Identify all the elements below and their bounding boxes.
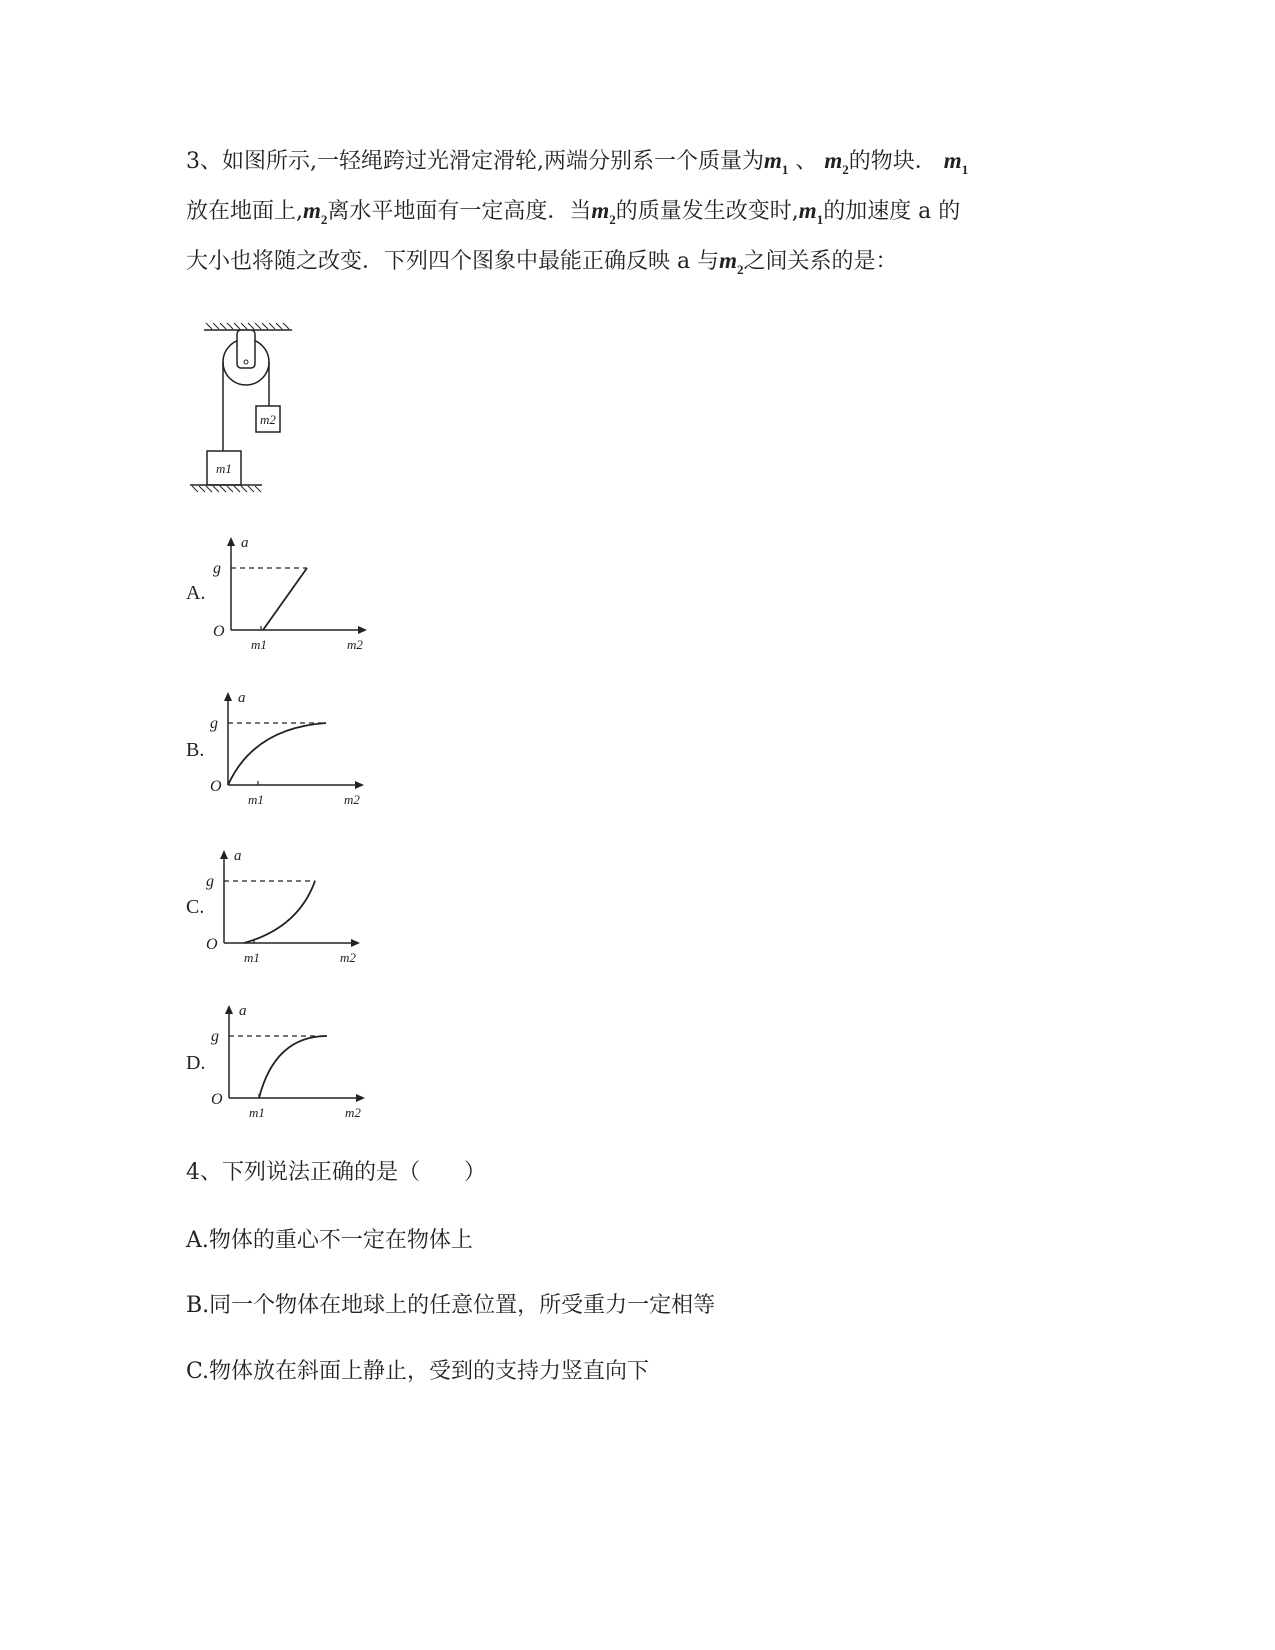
y-axis-label: a bbox=[234, 848, 242, 864]
g-label: g bbox=[206, 873, 214, 890]
var-m2: $m_2$ bbox=[719, 248, 744, 277]
var-m1: $m_1$ bbox=[798, 198, 824, 227]
option-graph-b bbox=[202, 690, 377, 815]
option-c-label: C. bbox=[186, 896, 205, 918]
option-graph-d bbox=[203, 1003, 378, 1128]
a-vs-m2-curve bbox=[259, 1036, 327, 1098]
q4-option-a: A.物体的重心不一定在物体上 bbox=[186, 1228, 473, 1253]
origin-label: O bbox=[213, 623, 225, 640]
q4-stem: 4、下列说法正确的是（ ） bbox=[186, 1160, 486, 1185]
g-label: g bbox=[213, 560, 221, 577]
option-graph-a bbox=[205, 535, 380, 660]
m1-label: m1 bbox=[251, 637, 267, 652]
y-axis-arrow bbox=[225, 1005, 233, 1014]
x-axis-arrow bbox=[358, 626, 367, 634]
y-axis-arrow bbox=[227, 537, 235, 546]
q3-line-3: 大小也将随之改变．下列四个图象中最能正确反映 a 与$m_2$之间关系的是： bbox=[186, 248, 898, 277]
y-axis-label: a bbox=[238, 690, 246, 706]
m1-label: m1 bbox=[248, 792, 264, 807]
y-axis-label: a bbox=[241, 535, 249, 551]
origin-label: O bbox=[211, 1091, 223, 1108]
option-graph-c bbox=[198, 848, 373, 973]
a-vs-m2-curve bbox=[228, 723, 326, 785]
a-vs-m2-curve bbox=[244, 881, 315, 943]
option-b-label: B. bbox=[186, 739, 205, 761]
g-label: g bbox=[211, 1028, 219, 1045]
m2-label: m2 bbox=[347, 637, 363, 652]
q4-option-c: C.物体放在斜面上静止，受到的支持力竖直向下 bbox=[186, 1359, 650, 1384]
var-m2: $m_2$ bbox=[303, 198, 328, 227]
q3-line-2: 放在地面上$,m_2$离水平地面有一定高度．当$m_2$的质量发生改变时$,m_1$的加速度 a 的 bbox=[186, 198, 961, 227]
a-vs-m2-curve bbox=[263, 568, 307, 630]
var-m2: $m_2$ bbox=[591, 198, 616, 227]
x-axis-arrow bbox=[356, 1094, 365, 1102]
block-m1-label: m1 bbox=[216, 461, 232, 476]
origin-label: O bbox=[206, 936, 218, 953]
m1-label: m1 bbox=[244, 950, 260, 965]
x-axis-arrow bbox=[351, 939, 360, 947]
block-m2-label: m2 bbox=[260, 412, 276, 427]
y-axis-arrow bbox=[224, 692, 232, 701]
q3-text: 3、如图所示,一轻绳跨过光滑定滑轮,两端分别系一个质量为 bbox=[186, 149, 764, 174]
pulley-diagram bbox=[186, 320, 306, 505]
m2-label: m2 bbox=[345, 1105, 361, 1120]
y-axis-label: a bbox=[239, 1003, 247, 1019]
var-m1: $m_1$ bbox=[943, 148, 969, 177]
origin-label: O bbox=[210, 778, 222, 795]
var-m1: $m_1$ bbox=[764, 148, 789, 177]
q3-line-1: 3、如图所示,一轻绳跨过光滑定滑轮,两端分别系一个质量为$m_1$ 、 $m_2$的物块． $m_1$ bbox=[186, 148, 969, 177]
y-axis-arrow bbox=[220, 850, 228, 859]
x-axis-arrow bbox=[355, 781, 364, 789]
option-d-label: D. bbox=[186, 1052, 206, 1074]
option-a-label: A. bbox=[186, 582, 206, 604]
var-m2: $m_2$ bbox=[824, 148, 849, 177]
q4-option-b: B.同一个物体在地球上的任意位置，所受重力一定相等 bbox=[186, 1293, 716, 1318]
m2-label: m2 bbox=[344, 792, 360, 807]
m2-label: m2 bbox=[340, 950, 356, 965]
g-label: g bbox=[210, 715, 218, 732]
m1-label: m1 bbox=[249, 1105, 265, 1120]
